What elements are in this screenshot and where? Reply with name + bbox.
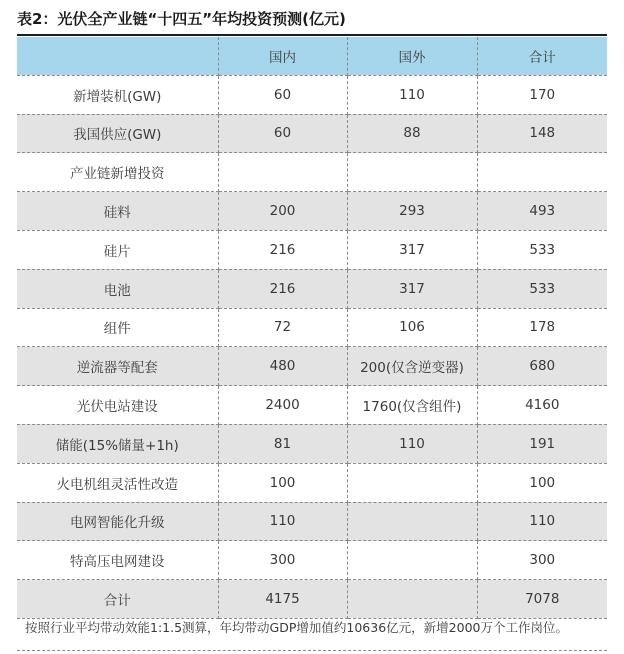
cell-overseas: 106	[347, 308, 477, 347]
cell-overseas: 200(仅含逆变器)	[347, 347, 477, 386]
row-label: 硅片	[17, 230, 218, 269]
cell-overseas	[347, 502, 477, 541]
cell-total: 170	[477, 75, 607, 114]
table-row	[17, 192, 607, 231]
cell-overseas: 88	[347, 114, 477, 153]
cell-overseas: 110	[347, 75, 477, 114]
cell-domestic: 300	[218, 541, 347, 580]
cell-total: 533	[477, 230, 607, 269]
cell-total: 148	[477, 114, 607, 153]
row-label: 新增装机(GW)	[17, 75, 218, 114]
table-row	[17, 269, 607, 308]
cell-domestic: 216	[218, 269, 347, 308]
row-label: 硅料	[17, 192, 218, 231]
title-rule	[17, 34, 607, 36]
row-label: 火电机组灵活性改造	[17, 463, 218, 502]
row-label: 电池	[17, 269, 218, 308]
table-row	[17, 502, 607, 541]
cell-overseas: 317	[347, 269, 477, 308]
row-label: 我国供应(GW)	[17, 114, 218, 153]
row-label: 组件	[17, 308, 218, 347]
table-row	[17, 75, 607, 114]
header-cell-domestic: 国内	[218, 37, 347, 75]
cell-total: 110	[477, 502, 607, 541]
cell-total: 7078	[477, 580, 607, 619]
cell-domestic: 200	[218, 192, 347, 231]
cell-overseas	[347, 153, 477, 192]
row-label: 储能(15%储量+1h)	[17, 424, 218, 463]
cell-total: 191	[477, 424, 607, 463]
table-row	[17, 114, 607, 153]
row-label: 合计	[17, 580, 218, 619]
table-header-row	[17, 37, 607, 75]
cell-overseas: 1760(仅含组件)	[347, 386, 477, 425]
cell-domestic: 480	[218, 347, 347, 386]
cell-domestic: 4175	[218, 580, 347, 619]
cell-total: 100	[477, 463, 607, 502]
row-label: 逆流器等配套	[17, 347, 218, 386]
cell-domestic: 216	[218, 230, 347, 269]
cell-domestic: 2400	[218, 386, 347, 425]
cell-domestic: 81	[218, 424, 347, 463]
table-row	[17, 424, 607, 463]
cell-overseas: 110	[347, 424, 477, 463]
cell-overseas: 293	[347, 192, 477, 231]
cell-overseas	[347, 541, 477, 580]
cell-total: 680	[477, 347, 607, 386]
cell-total: 178	[477, 308, 607, 347]
cell-domestic: 60	[218, 114, 347, 153]
cell-domestic: 60	[218, 75, 347, 114]
cell-total: 493	[477, 192, 607, 231]
row-label: 光伏电站建设	[17, 386, 218, 425]
table-row	[17, 153, 607, 192]
table-footnote: 按照行业平均带动效能1:1.5测算，年均带动GDP增加值约10636亿元，新增2000万个工作岗位。	[17, 605, 607, 651]
cell-overseas: 317	[347, 230, 477, 269]
table-row	[17, 386, 607, 425]
cell-domestic	[218, 153, 347, 192]
table-row	[17, 347, 607, 386]
header-cell-overseas: 国外	[347, 37, 477, 75]
header-cell-total: 合计	[477, 37, 607, 75]
cell-total: 4160	[477, 386, 607, 425]
cell-domestic: 100	[218, 463, 347, 502]
row-label: 特高压电网建设	[17, 541, 218, 580]
row-label: 产业链新增投资	[17, 153, 218, 192]
table-row	[17, 230, 607, 269]
header-cell-blank	[17, 37, 218, 75]
cell-overseas	[347, 463, 477, 502]
row-label: 电网智能化升级	[17, 502, 218, 541]
table-title: 表2：光伏全产业链“十四五”年均投资预测(亿元)	[17, 10, 346, 28]
cell-domestic: 72	[218, 308, 347, 347]
cell-total: 533	[477, 269, 607, 308]
table-body	[17, 37, 607, 618]
cell-domestic: 110	[218, 502, 347, 541]
cell-total: 300	[477, 541, 607, 580]
table-row	[17, 463, 607, 502]
table-row	[17, 308, 607, 347]
cell-total	[477, 153, 607, 192]
table-row	[17, 541, 607, 580]
investment-table	[17, 37, 607, 619]
